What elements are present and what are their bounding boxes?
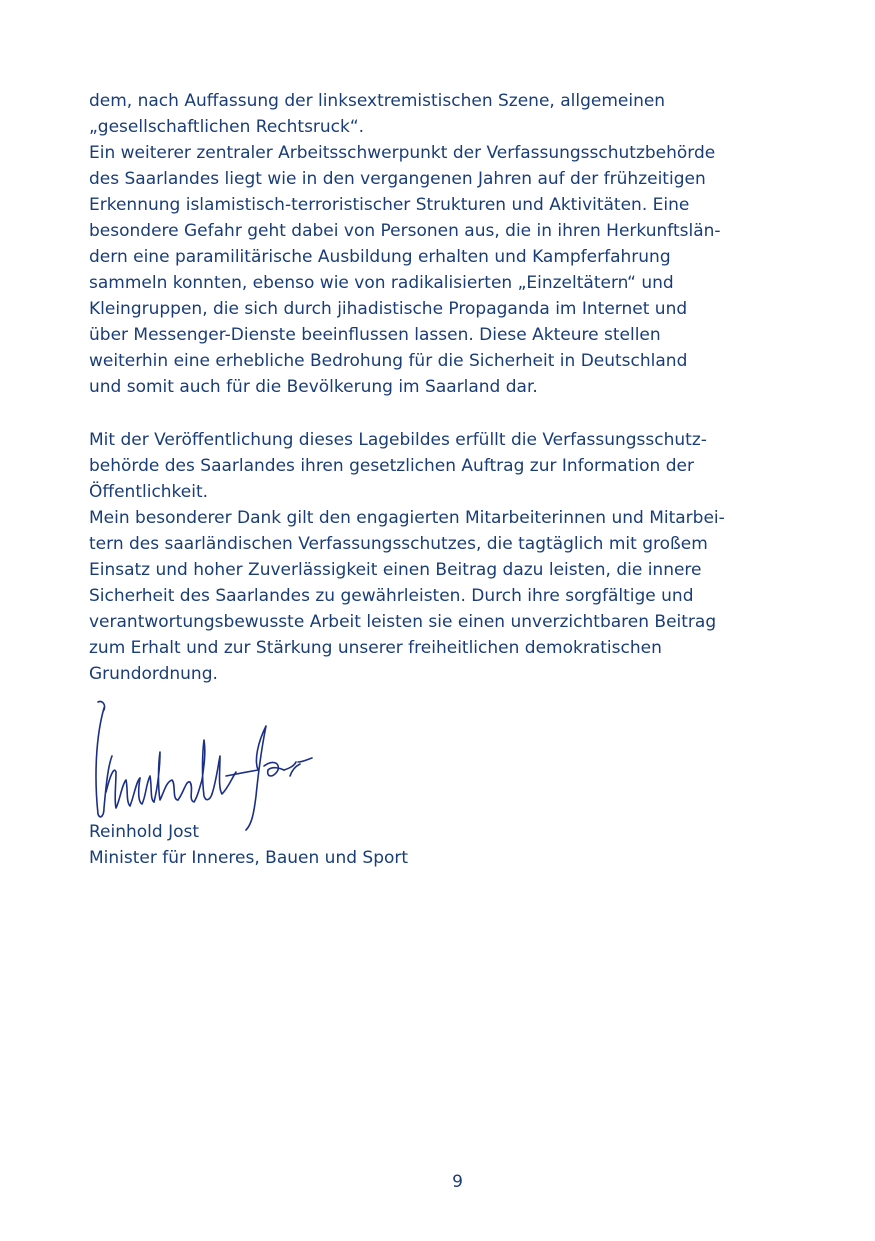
text-block-top [89, 88, 809, 400]
signer-title: Minister für Inneres, Bauen und Sport [89, 848, 409, 868]
signer-name: Reinhold Jost [89, 822, 200, 842]
paragraph-islamismus: Ein weiterer zentraler Arbeitsschwerpunkt der Verfassungsschutzbehörde des Saarlandes liegt wie in den vergangenen Jahren auf der frühzeitigen Erkennung islamistisch-terroristischer Strukturen und Aktivitäten. Eine besondere Gefahr geht dabei von Personen aus, die in ihren Herkunftslän- dern eine paramilitärische Ausbildung erhalten und Kampferfahrung sammeln konnten, ebenso wie von radikalisierten „Einzeltätern“ und Kleingruppen, die sich durch jihadistische Propaganda im Internet und über Messenger-Dienste beeinflussen lassen. Diese Akteure stellen weiterhin eine erhebliche Bedrohung für die Sicherheit in Deutschland und somit auch für die Bevölkerung im Saarland dar. [89, 143, 721, 397]
text-block-middle [89, 427, 809, 687]
paragraph-dank: Mein besonderer Dank gilt den engagierten Mitarbeiterinnen und Mitarbei- tern des saarländischen Verfassungsschutzes, die tagtäglich mit großem Einsatz und hoher Zuverlässigkeit einen Beitrag dazu leisten, die innere Sicherheit des Saarlandes zu gewährleisten. Durch ihre sorgfältige und verantwortungsbewusste Arbeit leisten sie einen unverzichtbaren Beitrag zum Erhalt und zur Stärkung unserer freiheitlichen demokratischen Grundordnung. [89, 508, 725, 684]
signer-block [89, 819, 408, 871]
page-number: 9 [452, 1172, 463, 1192]
paragraph-rechtsruck: dem, nach Auffassung der linksextremistischen Szene, allgemeinen „gesellschaftlichen Rechtsruck“. [89, 91, 666, 137]
signature-icon [86, 696, 318, 836]
paragraph-lagebild: Mit der Veröffentlichung dieses Lagebildes erfüllt die Verfassungsschutz- behörde des Saarlandes ihren gesetzlichen Auftrag zur Information der Öffentlichkeit. [89, 430, 707, 502]
